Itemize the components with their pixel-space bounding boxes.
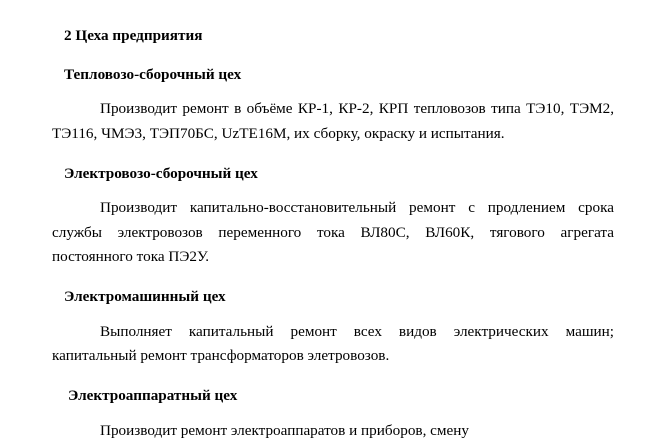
document-body — [52, 24, 614, 443]
page-title: 2 Цеха предприятия — [52, 24, 614, 49]
section-heading-elektrovozo-sborochny: Электровозо-сборочный цех — [52, 162, 614, 187]
section-heading-elektromashinny: Электромашинный цех — [52, 285, 614, 310]
section-heading-teplovozo-sborochny: Тепловозо-сборочный цех — [52, 63, 614, 88]
section-paragraph-elektromashinny: Выполняет капитальный ремонт всех видов электрических машин; капитальный ремонт трансформаторов элетровозов. — [52, 320, 614, 369]
section-paragraph-teplovozo-sborochny: Производит ремонт в объёме КР-1, КР-2, КРП тепловозов типа ТЭ10, ТЭМ2, ТЭ116, ЧМЭ3, ТЭП70БС, UzTE16M, их сборку, окраску и испытания. — [52, 97, 614, 146]
section-paragraph-elektroapparatny: Производит ремонт электроаппаратов и приборов, смену — [52, 419, 614, 443]
section-paragraph-elektrovozo-sborochny: Производит капитально-восстановительный ремонт с продлением срока службы электровозов переменного тока ВЛ80С, ВЛ60К, тягового агрегата постоянного тока ПЭ2У. — [52, 196, 614, 270]
section-heading-elektroapparatny: Электроаппаратный цех — [52, 384, 614, 409]
